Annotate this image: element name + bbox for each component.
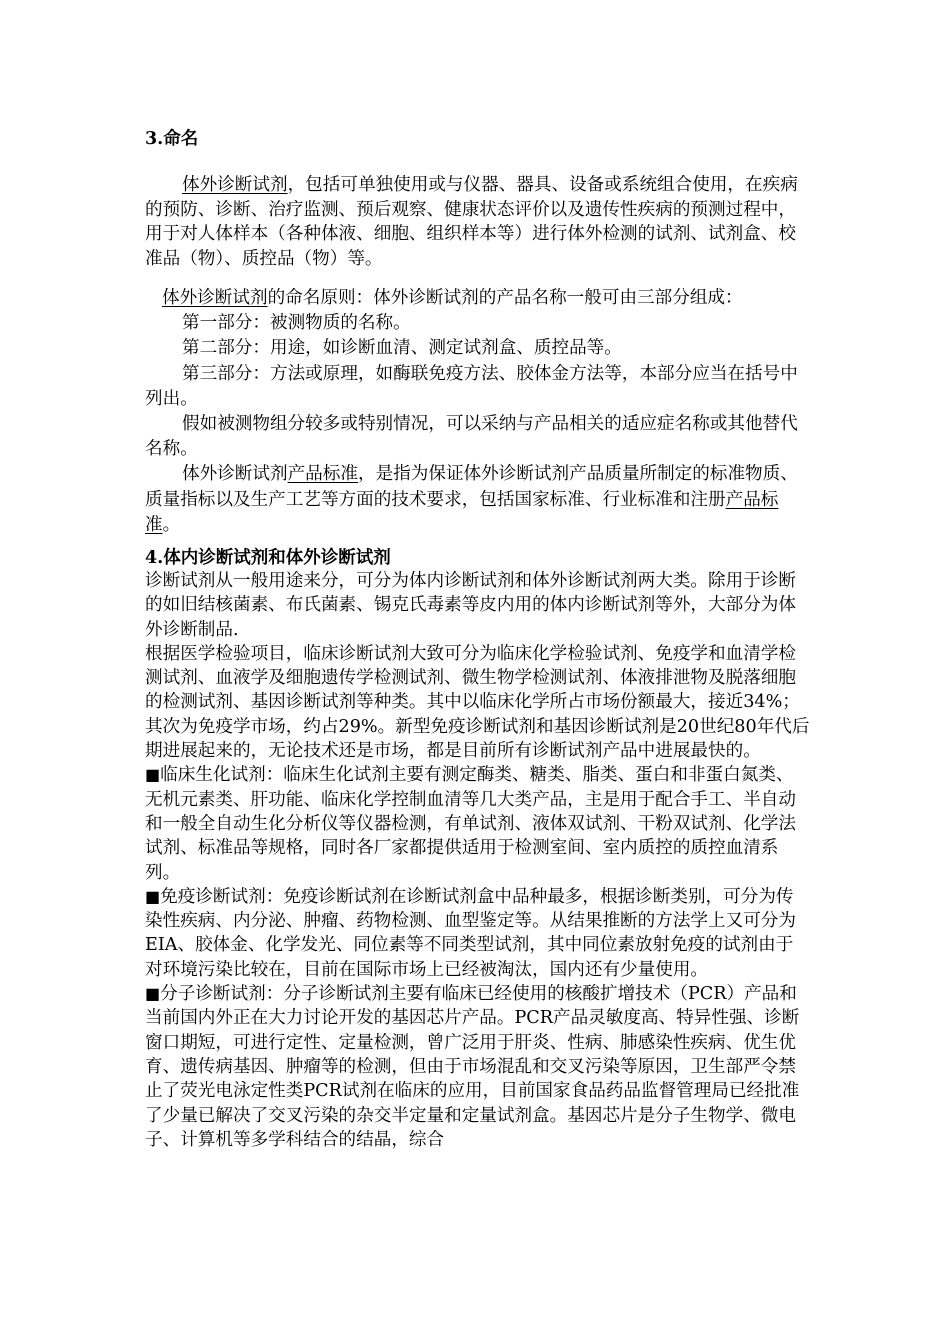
clinical-reagents-paragraph: 根据医学检验项目，临床诊断试剂大致可分为临床化学检验试剂、免疫学和血清学检测试剂、血液学及细胞遗传学检测试剂、微生物学检测试剂、体液排泄物及脱落细胞的检测试剂、基因诊断试剂等种类。其中以临床化学所占市场份额最大，接近34%；其次为免疫学市场，约占29%。新型免疫诊断试剂和基因诊断试剂是20世纪80年代后期进展起来的，无论技术还是市场，都是目前所有诊断试剂产品中进展最快的。 <box>145 643 810 762</box>
standard-text: ，是指为保证体外诊断试剂产品质量所制定的标准物质、质量指标以及生产工艺等方面的技术要求，包括国家标准、行业标准和注册 <box>145 464 798 510</box>
definition-text: ，包括可单独使用或与仪器、器具、设备或系统组合使用，在疾病的预防、诊断、治疗监测、预后观察、健康状态评价以及遗传性疾病的预测过程中，用于对人体样本（各种体液、细胞、组织样本等）进行体外检测的试剂、试剂盒、校准品（物）、质控品（物）等。 <box>145 175 798 269</box>
term-product-standard-link[interactable]: 产品标准 <box>287 464 358 485</box>
square-bullet-icon: ■ <box>145 984 161 1004</box>
reagent-categories-paragraph: 诊断试剂从一般用途来分，可分为体内诊断试剂和体外诊断试剂两大类。除用于诊断的如旧结核菌素、布氏菌素、锡克氏毒素等皮内用的体内诊断试剂等外，大部分为体外诊断制品. <box>145 571 796 640</box>
standard-prefix: 体外诊断试剂 <box>182 464 288 485</box>
biochem-bullet <box>145 763 810 884</box>
square-bullet-icon: ■ <box>145 765 161 785</box>
biochem-text: 临床生化试剂：临床生化试剂主要有测定酶类、糖类、脂类、蛋白和非蛋白氮类、无机元素类、肝功能、临床化学控制血清等几大类产品，主是用于配合手工、半自动和一般全自动生化分析仪等仪器检测，有单试剂、液体双试剂、干粉双试剂、化学法试剂、标准品等规格，同时各厂家都提供适用于检测室间、室内质控的质控血清系列。 <box>145 765 796 883</box>
standard-end: 。 <box>162 514 181 535</box>
square-bullet-icon: ■ <box>145 886 161 906</box>
immuno-text: 免疫诊断试剂：免疫诊断试剂在诊断试剂盒中品种最多，根据诊断类别，可分为传染性疾病、内分泌、肿瘤、药物检测、血型鉴定等。从结果推断的方法学上又可分为EIA、胶体金、化学发光、同位素等不同类型试剂，其中同位素放射免疫的试剂由于对环境污染比较在，目前在国际市场上已经被淘汰，国内还有少量使用。 <box>145 886 796 980</box>
section-4-body <box>145 569 810 1152</box>
section-4-heading: 4.体内诊断试剂和体外诊断试剂 <box>145 548 391 568</box>
molecular-bullet <box>145 982 810 1152</box>
definition-paragraph <box>145 173 810 271</box>
naming-part-3: 第三部分：方法或原理，如酶联免疫方法、胶体金方法等，本部分应当在括号中列出。 <box>145 363 798 409</box>
naming-part-2: 第二部分：用途，如诊断血清、测定试剂盒、质控品等。 <box>182 338 622 359</box>
product-standard-paragraph <box>145 462 810 538</box>
term-ivd-link[interactable]: 体外诊断试剂 <box>182 175 288 195</box>
naming-principle <box>145 286 810 311</box>
naming-part-1: 第一部分：被测物质的名称。 <box>182 313 411 334</box>
section-3-heading: 3.命名 <box>145 129 199 149</box>
molecular-text: 分子诊断试剂：分子诊断试剂主要有临床已经使用的核酸扩增技术（PCR）产品和当前国内外正在大力讨论开发的基因芯片产品。PCR产品灵敏度高、特异性强、诊断窗口期短，可进行定性、定量检测，曾广泛用于肝炎、性病、肺感染性疾病、优生优育、遗传病基因、肿瘤等的检测，但由于市场混乱和交叉污染等原因，卫生部严令禁止了荧光电泳定性类PCR试剂在临床的应用，目前国家食品药品监督管理局已经批准了少量已解决了交叉污染的杂交半定量和定量试剂盒。基因芯片是分子生物学、微电子、计算机等多学科结合的结晶，综合 <box>145 984 800 1150</box>
immuno-bullet <box>145 885 810 982</box>
naming-principle-text: 的命名原则：体外诊断试剂的产品名称一般可由三部分组成： <box>267 288 743 308</box>
alt-names-paragraph: 假如被测物组分较多或特别情况，可以采纳与产品相关的适应症名称或其他替代名称。 <box>145 414 798 460</box>
term-product-standard-link-2[interactable]: 产品标准 <box>145 489 779 535</box>
naming-rules <box>145 286 810 538</box>
term-ivd-link-2[interactable]: 体外诊断试剂 <box>162 288 268 308</box>
